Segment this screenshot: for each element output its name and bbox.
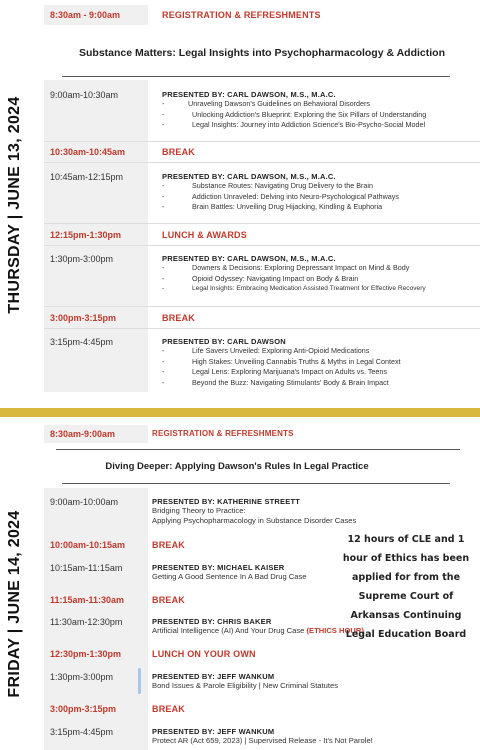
text-cursor-marker — [138, 668, 141, 694]
friday-registration-time: 8:30am-9:00am — [50, 429, 116, 439]
friday-row-time: 1:30pm-3:00pm — [50, 672, 114, 682]
friday-row-line: Bond Issues & Parole Eligibility | New Criminal Statutes — [152, 681, 338, 690]
row-divider — [44, 328, 480, 329]
thursday-row-time: 10:45am-12:15pm — [50, 172, 124, 182]
row-divider — [44, 306, 480, 307]
thursday-row-presenter: PRESENTED BY: CARL DAWSON, M.S., M.A.C. — [162, 90, 336, 99]
friday-row-time: 12:30pm-1:30pm — [50, 649, 122, 659]
thursday-registration-time: 8:30am - 9:00am — [50, 10, 121, 20]
friday-row-presenter: PRESENTED BY: KATHERINE STREETT — [152, 497, 301, 506]
friday-section-title: Diving Deeper: Applying Dawson's Rules In Legal Practice — [105, 461, 369, 472]
thursday-row-time: 12:15pm-1:30pm — [50, 230, 122, 240]
thursday-row-presenter: PRESENTED BY: CARL DAWSON, M.S., M.A.C. — [162, 172, 336, 181]
row-divider — [44, 141, 480, 142]
row-divider — [44, 223, 480, 224]
row-divider — [44, 245, 480, 246]
thursday-row-time: 1:30pm-3:00pm — [50, 254, 114, 264]
thursday-section-title: Substance Matters: Legal Insights into Psychopharmacology & Addiction — [79, 47, 445, 59]
friday-day-label: FRIDAY | JUNE 14, 2024 — [6, 510, 23, 698]
thursday-row-presenter: PRESENTED BY: CARL DAWSON, M.S., M.A.C. — [162, 254, 336, 263]
cle-credit-note: 12 hours of CLE and 1 hour of Ethics has been applied for from the Supreme Court of Arkansas Continuing Legal Education Board — [342, 534, 470, 640]
thursday-row-time: 9:00am-10:30am — [50, 90, 119, 100]
friday-row-time: 10:15am-11:15am — [50, 563, 123, 573]
thursday-row-time: 10:30am-10:45am — [50, 147, 126, 157]
friday-row-line: Protect AR (Act 659, 2023) | Supervised Release - It's Not Parole! — [152, 736, 373, 745]
friday-lunch-label: LUNCH ON YOUR OWN — [152, 649, 256, 659]
thursday-row-time: 3:00pm-3:15pm — [50, 313, 117, 323]
friday-row-line-text: Artificial Intelligence (AI) And Your Drug Case — [152, 626, 305, 635]
friday-row-line: Getting A Good Sentence In A Bad Drug Case — [152, 572, 307, 581]
friday-row-presenter: PRESENTED BY: JEFF WANKUM — [152, 672, 275, 681]
friday-section — [0, 420, 480, 750]
friday-break-label: BREAK — [152, 540, 186, 550]
friday-row-line: Bridging Theory to Practice: — [152, 506, 246, 515]
friday-row-presenter: PRESENTED BY: MICHAEL KAISER — [152, 563, 285, 572]
thursday-title-divider — [62, 76, 450, 77]
ethics-hour-tag: (ETHICS HOUR) — [306, 626, 364, 635]
thursday-break-label: BREAK — [162, 313, 196, 323]
thursday-day-label: THURSDAY | JUNE 13, 2024 — [6, 96, 23, 314]
friday-row-time: 11:15am-11:30am — [50, 595, 125, 605]
friday-row-time: 3:00pm-3:15pm — [50, 704, 117, 714]
thursday-lunch-label: LUNCH & AWARDS — [162, 230, 247, 240]
friday-break-label: BREAK — [152, 704, 186, 714]
friday-title-divider — [62, 483, 450, 484]
thursday-row-time: 3:15pm-4:45pm — [50, 337, 114, 347]
friday-row-time: 9:00am-10:00am — [50, 497, 119, 507]
thursday-section: THURSDAY | JUNE 13, 2024 8:30am - 9:00am REGISTRATION & REFRESHMENTS Substance Matters: Legal Insights into Psychopharmacology & Addiction 9:00am-10:30am PRESENTED BY: CARL DAWSON, M.S., M.A.C. - Unraveling Dawson's Guidelines on Behavioral Disorders - Unlocking Addiction's Blueprint: Exploring the Six Pillars of Understanding - Legal Insights: Journey into Addiction Science's Bio-Psycho-Social Model 10:30am-10:45am BREAK 10:45am-12:15pm PRESENTED BY: CARL DAWSON, M.S., M.A.C. - Substance Routes: Navigating Drug Delivery to the Brain - Addiction Unraveled: Delving into Neuro-Psychological Pathways - Brain Battles: Unveiling Drug Hijacking, Kindling & Euphoria 12:15pm-1:30pm LUNCH & AWARDS 1:30pm-3:00pm PRESENTED BY: CARL DAWSON, M.S., M.A.C. - Downers & Decisions: Exploring Depressant Impact on Mind & Body - Opioid Odyssey: Navigating Impact on Body & Brain - Legal Insights: Embracing Medication Assisted Treatment for Effective Recovery 3:00pm-3:15pm BREAK 3:15pm-4:45pm PRESENTED BY: CARL DAWSON - Life Savers Unveiled: Exploring Anti-Opioid Medications - High Stakes: Unveiling Cannabis Truths & Myths in Legal Context - Legal Lens: Exploring Marijuana's Impact on Adults vs. Teens - Beyond the Buzz: Navigating Stimulants' Body & Brain Impact — [0, 0, 480, 405]
friday-row-time: 11:30am-12:30pm — [50, 617, 123, 627]
friday-row-time: 3:15pm-4:45pm — [50, 727, 114, 737]
friday-registration-label: REGISTRATION & REFRESHMENTS — [152, 429, 294, 438]
friday-row-presenter: PRESENTED BY: CHRIS BAKER — [152, 617, 272, 626]
friday-break-label: BREAK — [152, 595, 186, 605]
row-divider — [44, 162, 480, 163]
thursday-registration-label: REGISTRATION & REFRESHMENTS — [162, 10, 321, 20]
thursday-row-presenter: PRESENTED BY: CARL DAWSON — [162, 337, 286, 346]
friday-row-line: Applying Psychopharmacology in Substance Disorder Cases — [152, 516, 357, 525]
friday-row-presenter: PRESENTED BY: JEFF WANKUM — [152, 727, 275, 736]
thursday-break-label: BREAK — [162, 147, 196, 157]
day-divider-bar — [0, 408, 480, 417]
friday-row-line — [152, 626, 364, 636]
friday-row-time: 10:00am-10:15am — [50, 540, 126, 550]
friday-registration-divider — [56, 449, 460, 450]
